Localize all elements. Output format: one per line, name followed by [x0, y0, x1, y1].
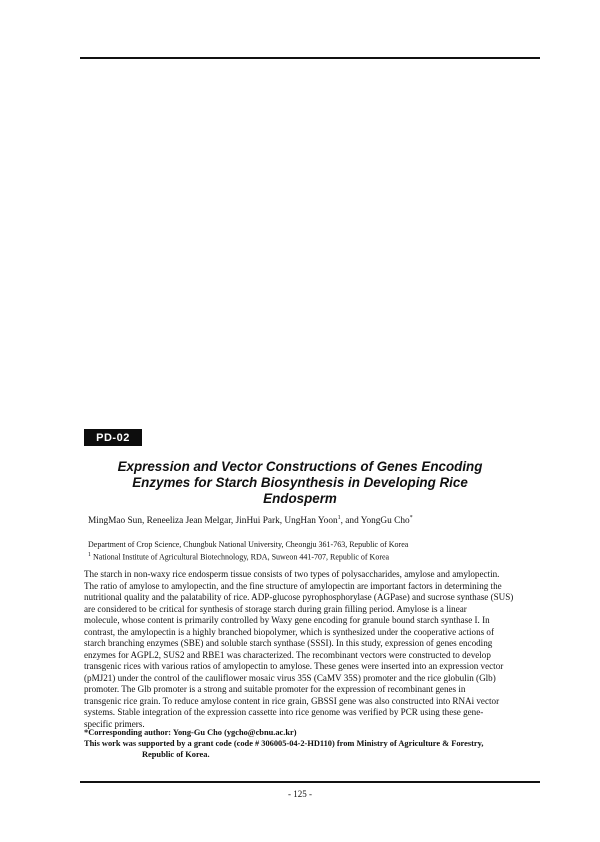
abstract-line: (pMJ21) under the control of the cauliflower mosaic virus 35S (CaMV 35S) promoter and the rice globulin (Glb)	[84, 672, 496, 683]
corresponding-marker: *	[409, 515, 413, 521]
affiliation-marker: 1	[337, 515, 341, 521]
abstract-line: The starch in non-waxy rice endosperm tissue consists of two types of polysaccharides, amylose and amylopectin.	[84, 569, 500, 579]
abstract-line: starch branching enzymes (SBE) and soluble starch synthase (SSSI). In this study, expression of genes encoding	[84, 638, 493, 648]
author: JinHui Park,	[235, 516, 283, 527]
session-badge: PD-02	[84, 429, 142, 446]
title-line-2: Enzymes for Starch Biosynthesis in Developing Rice	[132, 475, 468, 490]
abstract-line: specific primers.	[84, 718, 145, 729]
affiliation-2: National Institute of Agricultural Biotechnology, RDA, Suweon 441-707, Republic of Korea	[93, 552, 390, 562]
footnotes	[84, 727, 483, 760]
abstract-line: molecule, whose content is primarily controlled by Waxy gene encoding for granule bound starch synthase I. In	[84, 615, 490, 625]
author: MingMao Sun,	[88, 516, 145, 527]
title-line-3: Endosperm	[263, 491, 337, 506]
affiliations	[88, 539, 408, 563]
corresponding-author-note: *Corresponding author: Yong-Gu Cho (ygcho@cbnu.ac.kr)	[84, 728, 297, 737]
bottom-rule	[80, 781, 540, 783]
funding-note-cont: Republic of Korea.	[142, 750, 210, 759]
affiliation-marker: 1	[88, 552, 91, 558]
author-separator: , and	[340, 516, 359, 527]
abstract-line: are considered to be critical for synthesis of storage starch during grain filling period. Amylose is a linear	[84, 603, 467, 614]
affiliation-1: Department of Crop Science, Chungbuk National University, Cheongju 361-763, Republic of Korea	[88, 540, 409, 549]
title-line-1: Expression and Vector Constructions of Genes Encoding	[117, 459, 483, 474]
abstract-line: transgenic rice grain. To reduce amylose content in rice grain, GBSSI gene was also constructed into RNAi vector	[84, 695, 500, 706]
author-list	[88, 515, 413, 526]
page-number: - 125 -	[288, 789, 312, 799]
abstract-line: promoter. The Glb promoter is a strong and suitable promoter for the expression of recombinant genes in	[84, 684, 466, 694]
author: UngHan Yoon	[284, 516, 338, 527]
abstract-line: enzymes for AGPL2, SUS2 and RBE1 was characterized. The recombinant vectors were constructed to develop	[84, 649, 491, 660]
abstract-line: nutritional quality and the palatability of rice. ADP-glucose pyrophosphorylase (AGPase) and sucrose synthase (SUS)	[84, 592, 514, 602]
abstract-line: The ratio of amylose to amylopectin, and the fine structure of amylopectin are important factors in determining the	[84, 580, 502, 591]
author: Reneeliza Jean Melgar,	[146, 516, 234, 527]
corresponding-author: YongGu Cho	[360, 516, 410, 527]
abstract	[84, 569, 531, 730]
abstract-line: contrast, the amylopectin is a highly branched biopolymer, which is synthesized under the cooperative actions of	[84, 626, 494, 637]
abstract-line: transgenic rices with various ratios of amylopectin to amylose. These genes were inserted into an expression vector	[84, 661, 504, 671]
top-rule	[80, 57, 540, 59]
paper-title	[84, 459, 516, 507]
funding-note: This work was supported by a grant code (code # 306005-04-2-HD110) from Ministry of Agriculture & Forestry,	[84, 739, 484, 748]
abstract-line: systems. Stable integration of the expression cassette into rice genome was verified by PCR using these gene-	[84, 707, 484, 717]
